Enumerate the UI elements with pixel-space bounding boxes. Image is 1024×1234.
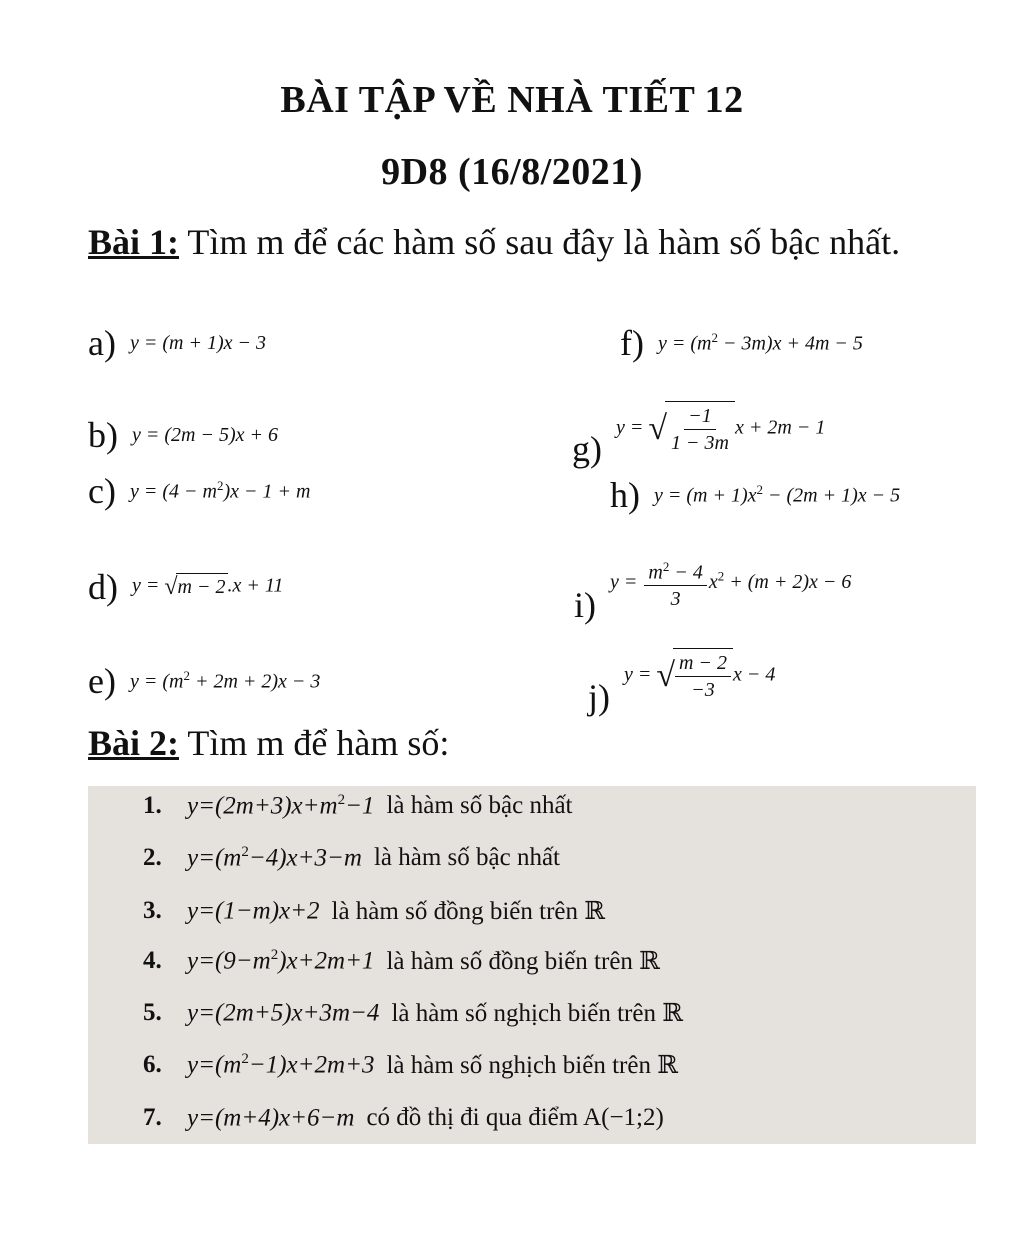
exercise-2-row: 3. y=(1−m)x+2 là hàm số đồng biến trên ℝ (143, 897, 606, 925)
exercise-2-row: 6. $y=(m^2-1)x+2m+3$ là hàm số nghịch biến trên ℝ (143, 1050, 678, 1079)
exercise-1-item-j (588, 634, 775, 718)
exercise-1-item-d (88, 566, 283, 608)
exercise-1-item-i (574, 540, 851, 626)
page-subtitle: 9D8 (16/8/2021) (381, 151, 643, 193)
formula: y = √ $\frac{m - 2}{-3}$ x − 4 (624, 648, 775, 704)
formula: $y = (m^2 - 3m)x + 4m - 5$ (657, 330, 863, 355)
exercise-1-item-h (610, 474, 900, 516)
exercise-2-row: 7. y=(m+4)x+6−m có đồ thị đi qua điểm A(−1;2) (143, 1104, 664, 1132)
exercise-1-item-b (88, 414, 278, 456)
item-label: j) (588, 677, 610, 717)
exercise-1-item-c (88, 470, 310, 512)
exercise-2-row: 1. $y=(2m+3)x+m^2-1$ là hàm số bậc nhất (143, 792, 573, 820)
item-label: d) (88, 567, 118, 607)
sqrt: √ m − 2 (164, 574, 226, 600)
formula: y = √ m − 2 .x + 11 (132, 574, 284, 600)
formula: y = $\frac{m^2 - 4}{3}$ $x^2 + (m + 2)x - 6$ (610, 554, 851, 613)
fraction: $\frac{-1}{1 - 3m}$ (671, 405, 729, 454)
fraction: $\frac{m^2 - 4}{3}$ (644, 554, 706, 613)
item-label: e) (88, 661, 116, 701)
formula: $y = (4 - m^2)x - 1 + m$ (129, 478, 311, 503)
item-label: i) (574, 585, 596, 625)
exercise-2-text: Tìm m để hàm số: (179, 723, 450, 763)
exercise-2-row: 2. $y=(m^2-4)x+3-m$ là hàm số bậc nhất (143, 844, 561, 872)
item-label: c) (88, 471, 116, 511)
item-label: g) (572, 429, 602, 469)
formula: y = √ $\frac{-1}{1 - 3m}$ x + 2m − 1 (616, 401, 825, 457)
exercise-2-row: 4. $y=(9-m^2)x+2m+1$ là hàm số đồng biến trên ℝ (143, 946, 660, 975)
exercise-1-text: Tìm m để các hàm số sau đây là hàm số bậc nhất. (179, 222, 901, 262)
formula: y = (2m − 5)x + 6 (132, 423, 279, 446)
item-label: f) (620, 323, 644, 363)
exercise-1-item-g (572, 388, 825, 470)
page-title: BÀI TẬP VỀ NHÀ TIẾT 12 (280, 79, 744, 121)
exercise-2-photo (88, 786, 976, 1144)
sqrt: √ $\frac{m - 2}{-3}$ (656, 648, 733, 704)
item-label: h) (610, 475, 640, 515)
formula: $y = (m + 1)x^2 - (2m + 1)x - 5$ (654, 482, 901, 507)
exercise-1-item-f (620, 322, 863, 364)
exercise-1-item-a (88, 322, 266, 364)
item-label: a) (88, 323, 116, 363)
formula: y = (m + 1)x − 3 (129, 331, 266, 354)
exercise-2-row: 5. y=(2m+5)x+3m−4 là hàm số nghịch biến trên ℝ (143, 999, 683, 1027)
exercise-1-item-e (88, 660, 320, 702)
exercise-1-label: Bài 1: (88, 222, 180, 262)
exercise-2-label: Bài 2: (88, 723, 180, 763)
sqrt: √ $\frac{-1}{1 - 3m}$ (648, 401, 735, 457)
exercise-2-heading (88, 722, 449, 764)
fraction: $\frac{m - 2}{-3}$ (675, 650, 731, 703)
item-label: b) (88, 415, 118, 455)
formula: $y = (m^2 + 2m + 2)x - 3$ (129, 668, 321, 693)
exercise-1-heading (88, 218, 978, 266)
